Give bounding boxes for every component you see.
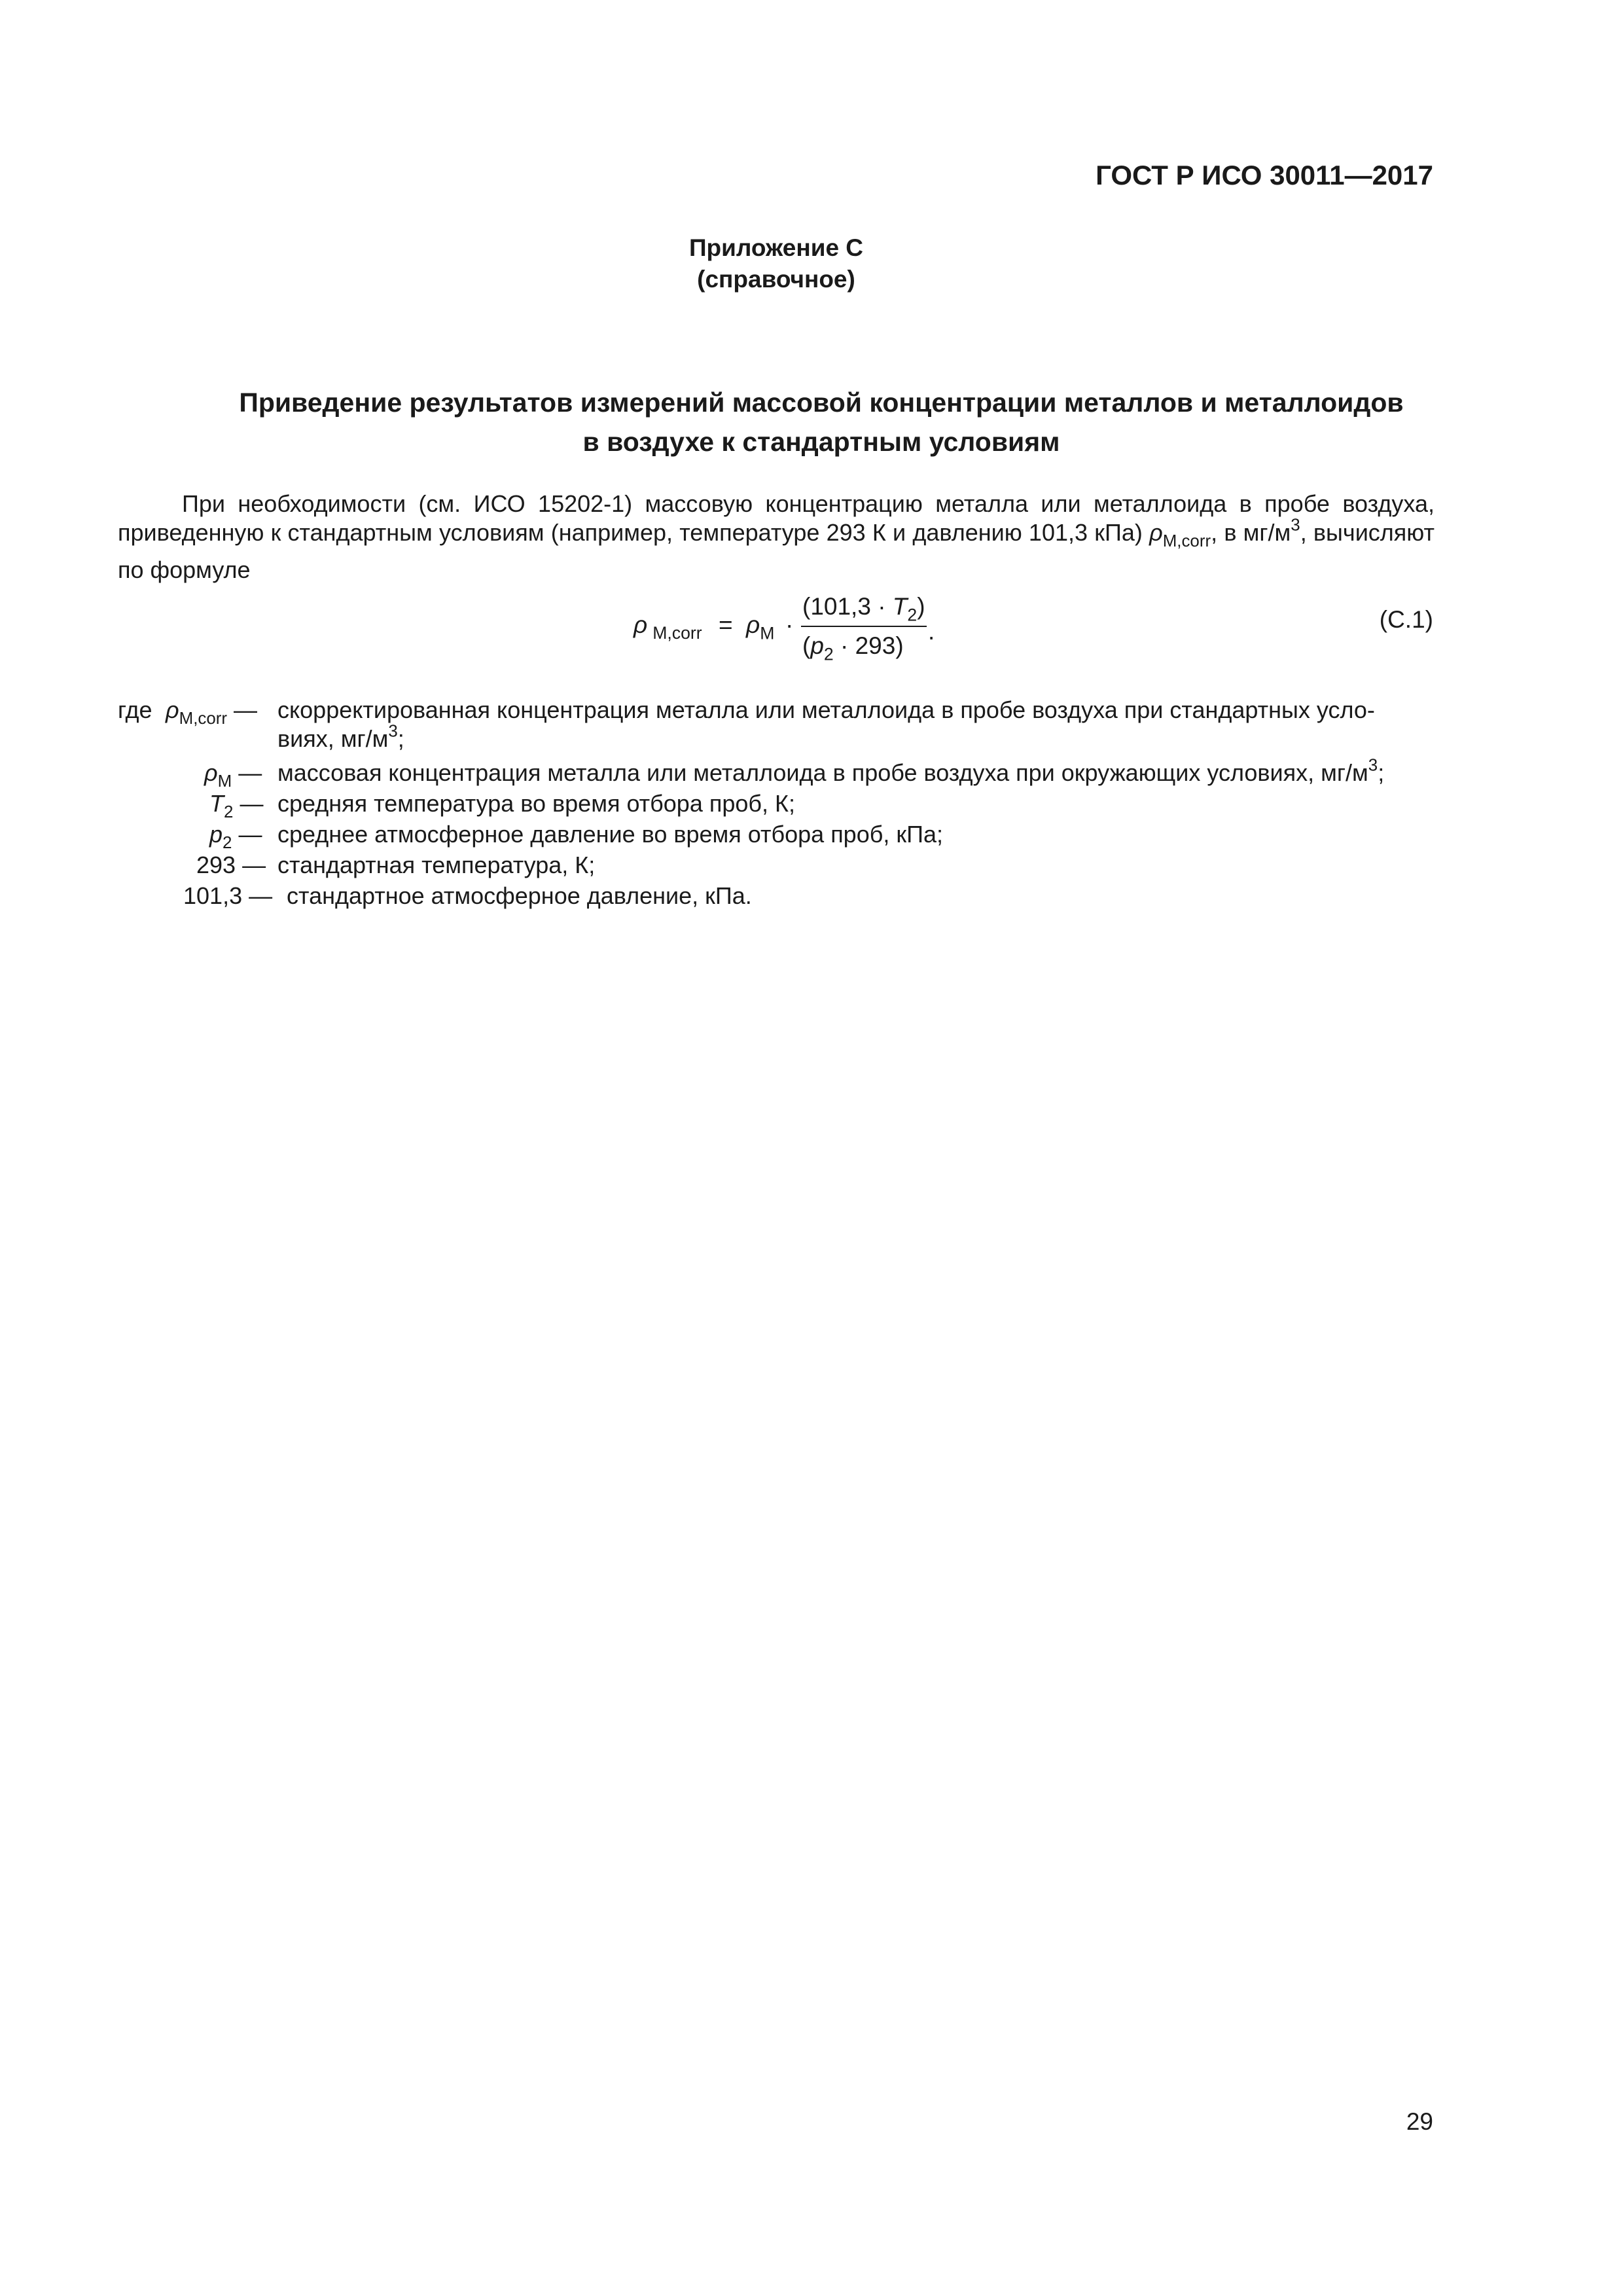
page-number: 29 (1406, 2108, 1433, 2135)
numerator-T-subscript: 2 (907, 605, 918, 625)
def-0-text: скорректированная концентрация металла или металлоида в пробе воздуха при стандартных усло- (277, 696, 1375, 723)
def-5-text: стандартное атмосферное давление, кПа. (287, 882, 752, 909)
fraction-bar (801, 626, 927, 627)
def-2-text: средняя температура во время отбора проб, К; (277, 790, 795, 817)
unit-superscript: 3 (1291, 516, 1300, 535)
formula-lhs-subscript: M,corr (652, 623, 702, 643)
def-1-body: массовая концентрация металла или металлоида в пробе воздуха при окружающих условиях, мг/м (277, 759, 1368, 786)
formula-rho-symbol: ρ (746, 611, 760, 638)
annex-type: (справочное) (697, 266, 855, 293)
def-3-dash: — (238, 821, 262, 848)
def-3-sym: p (209, 821, 223, 848)
annex-heading (0, 232, 1552, 295)
denominator-open: ( (802, 632, 811, 659)
def-1-sup: 3 (1368, 756, 1378, 775)
formula-dot: · (785, 611, 794, 638)
title-line-2: в воздухе к стандартным условиям (582, 427, 1060, 457)
def-1-text (277, 756, 1385, 787)
paragraph-text-b: , в мг/м (1211, 519, 1291, 546)
def-2-sym: T (209, 790, 224, 817)
def-symbol-rho-mcorr (166, 696, 257, 733)
formula-period: . (928, 618, 935, 645)
def-0-sub: M,corr (179, 709, 228, 728)
def-0-end: ; (397, 725, 404, 752)
definitions-list (118, 696, 1436, 1023)
def-4-sym: 293 (196, 852, 236, 878)
def-1-end: ; (1378, 759, 1385, 786)
def-0-sup: 3 (388, 722, 398, 741)
def-0-dash: — (234, 696, 258, 723)
def-5-sym: 101,3 (183, 882, 243, 909)
annex-label: Приложение С (688, 234, 864, 261)
def-4-text: стандартная температура, К; (277, 852, 596, 878)
rho-subscript: M,corr (1162, 532, 1211, 551)
def-3-sub: 2 (223, 834, 232, 853)
formula-lhs-symbol: ρ (633, 611, 648, 638)
paragraph-text-a: При необходимости (см. ИСО 15202-1) массовую концентрацию металла или металлоида в пробе воздуха, приведенную к стандартным условиям (например, температуре 293 К и давлению 101,3 кПа) (118, 490, 1435, 546)
document-number: ГОСТ Р ИСО 30011—2017 (1096, 160, 1433, 190)
def-1-dash: — (238, 759, 262, 786)
def-3-text: среднее атмосферное давление во время отбора проб, кПа; (277, 821, 943, 848)
denominator-p-subscript: 2 (823, 644, 834, 664)
equation-label: (С.1) (1379, 606, 1433, 633)
rho-symbol: ρ (1149, 519, 1163, 546)
paragraph-text-c: , вычисляют по формуле (118, 519, 1435, 584)
intro-paragraph (118, 490, 1435, 584)
def-2-sub: 2 (224, 803, 234, 822)
where-label: где (118, 696, 152, 723)
def-2-dash: — (240, 790, 264, 817)
def-1-sub: M (217, 772, 232, 791)
def-symbol-293 (196, 851, 266, 880)
formula-rho-subscript: M (760, 623, 775, 643)
numerator-close: ) (917, 593, 925, 620)
formula-rho (746, 611, 774, 643)
formula-c1 (622, 593, 936, 674)
def-1-sym: ρ (204, 759, 218, 786)
formula-numerator (802, 593, 925, 625)
formula-denominator (802, 632, 904, 664)
title-line-1: Приведение результатов измерений массовой концентрации металлов и металлоидов (239, 387, 1404, 418)
section-title (0, 383, 1623, 461)
numerator-T: T (892, 593, 908, 620)
def-4-dash: — (242, 852, 266, 878)
def-5-dash: — (249, 882, 273, 909)
formula-lhs (633, 611, 702, 643)
numerator-open: (101,3 · (802, 593, 893, 620)
formula-equals: = (719, 611, 733, 638)
denominator-close: · 293) (833, 632, 904, 659)
def-symbol-101-3 (183, 882, 272, 910)
def-0-sym: ρ (166, 696, 179, 723)
def-0-cont: виях, мг/м (277, 725, 389, 752)
def-0-continuation (277, 722, 404, 753)
denominator-p: p (810, 632, 824, 659)
